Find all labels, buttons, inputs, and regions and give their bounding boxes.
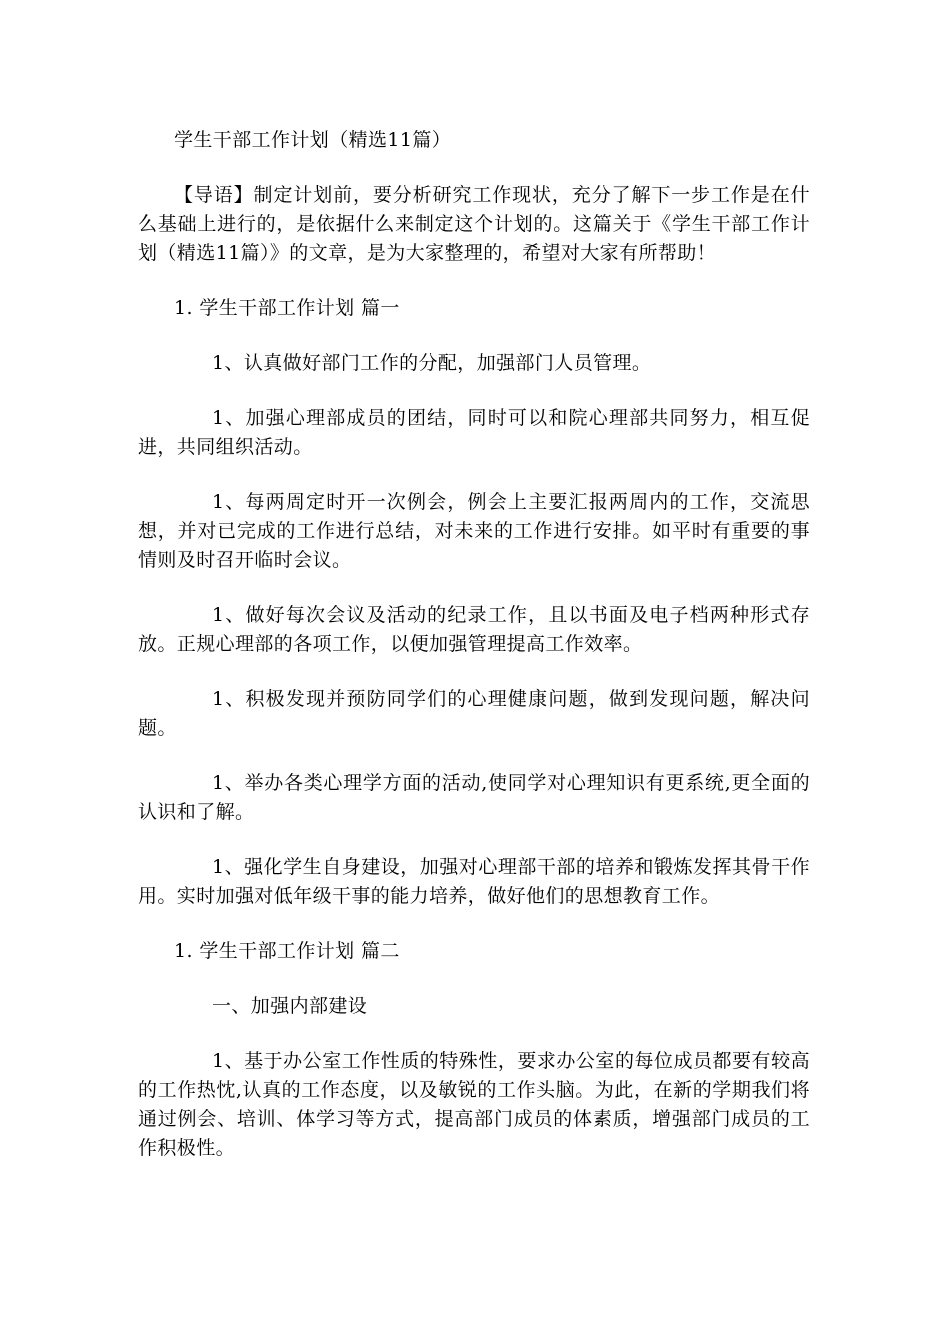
- section1-item: 1、积极发现并预防同学们的心理健康问题，做到发现问题，解决问题。: [138, 688, 810, 739]
- section1-item: 1、认真做好部门工作的分配，加强部门人员管理。: [212, 352, 652, 374]
- document-page: [138, 126, 810, 1163]
- section-heading-2: 1. 学生干部工作计划 篇二: [174, 940, 400, 962]
- section1-item: 1、举办各类心理学方面的活动,使同学对心理知识有更系统,更全面的认识和了解。: [138, 772, 810, 823]
- section2-item: 1、基于办公室工作性质的特殊性，要求办公室的每位成员都要有较高的工作热忱,认真的工作态度，以及敏锐的工作头脑。为此，在新的学期我们将通过例会、培训、体学习等方式，提高部门成员的体素质，增强部门成员的工作积极性。: [138, 1050, 810, 1159]
- intro-paragraph: 【导语】制定计划前，要分析研究工作现状，充分了解下一步工作是在什么基础上进行的，是依据什么来制定这个计划的。这篇关于《学生干部工作计划（精选11篇）》的文章，是为大家整理的，希望对大家有所帮助！: [138, 184, 810, 264]
- section1-item: 1、每两周定时开一次例会，例会上主要汇报两周内的工作，交流思想，并对已完成的工作进行总结，对未来的工作进行安排。如平时有重要的事情则及时召开临时会议。: [138, 491, 810, 571]
- section1-item: 1、加强心理部成员的团结，同时可以和院心理部共同努力，相互促进，共同组织活动。: [138, 407, 810, 458]
- section-heading-1: 1. 学生干部工作计划 篇一: [174, 297, 400, 319]
- section2-subheading: 一、加强内部建设: [212, 995, 368, 1017]
- section1-item: 1、强化学生自身建设，加强对心理部干部的培养和锻炼发挥其骨干作用。实时加强对低年级干事的能力培养，做好他们的思想教育工作。: [138, 856, 810, 907]
- document-title: 学生干部工作计划（精选11篇）: [174, 129, 452, 151]
- section1-item: 1、做好每次会议及活动的纪录工作，且以书面及电子档两种形式存放。正规心理部的各项工作，以便加强管理提高工作效率。: [138, 604, 810, 655]
